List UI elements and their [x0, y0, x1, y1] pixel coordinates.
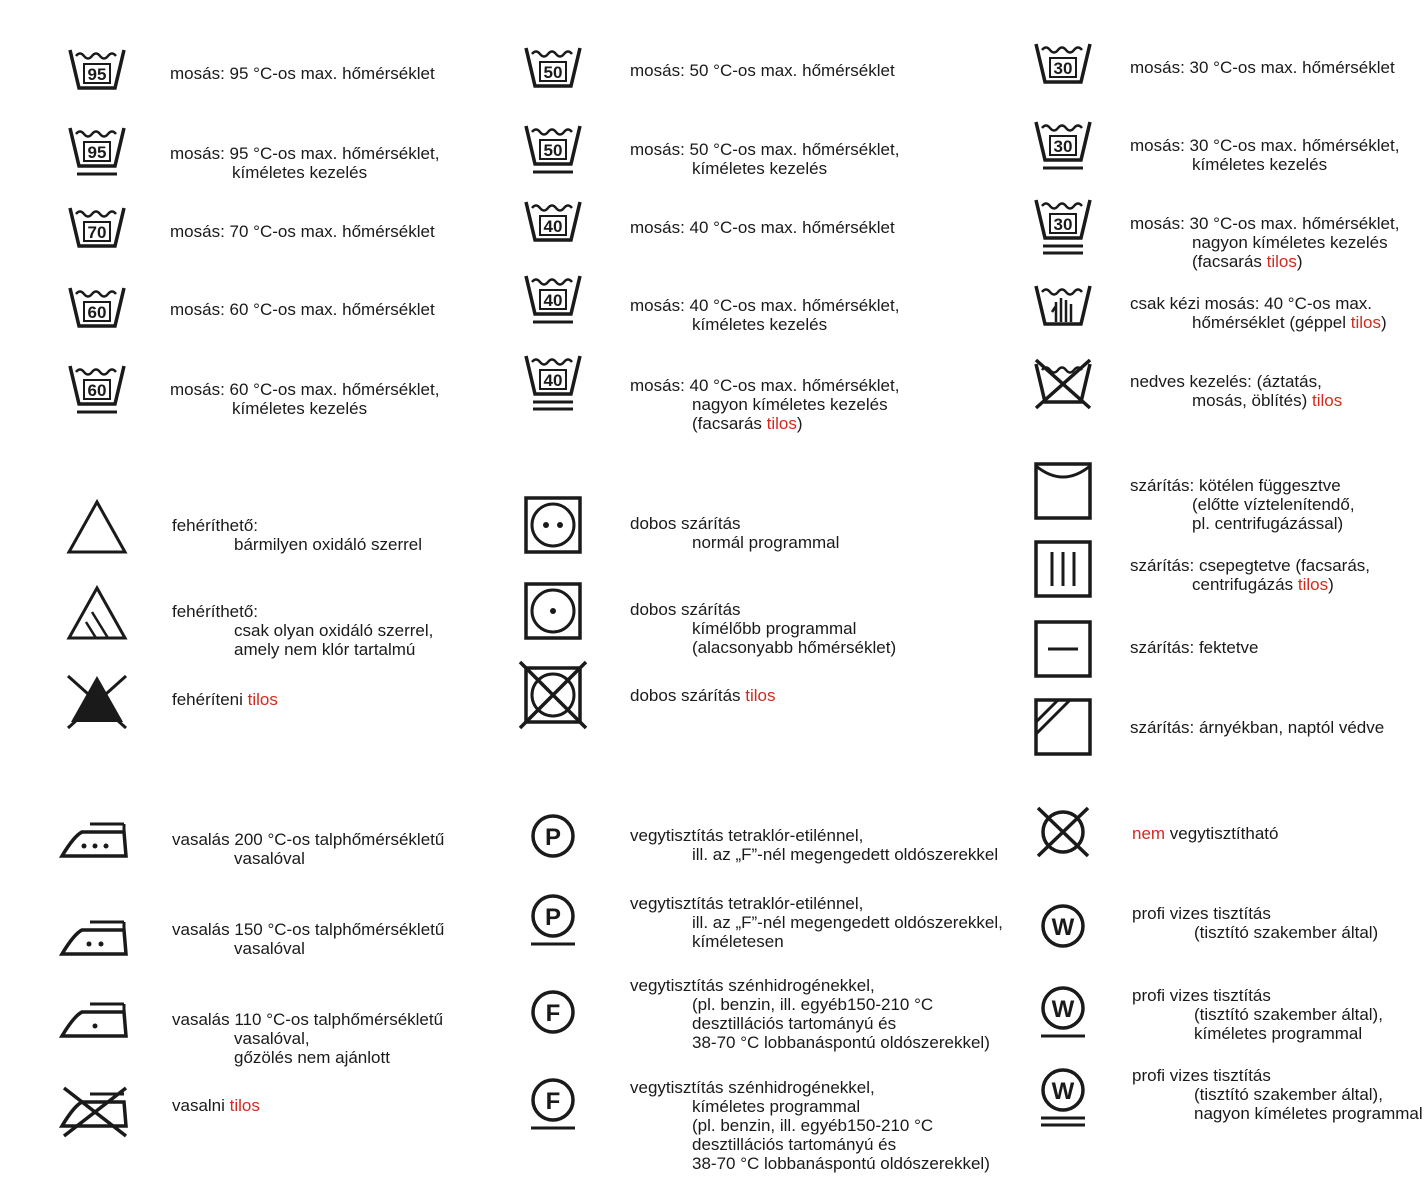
text-segment: (tisztító szakember által) [1194, 923, 1379, 942]
svg-text:F: F [545, 1088, 561, 1115]
description-line [172, 621, 433, 640]
description-line [630, 514, 839, 533]
iron-1-icon [60, 980, 130, 1050]
description-line [630, 61, 895, 80]
description-line [170, 380, 439, 399]
text-segment: dobos szárítás [630, 514, 741, 533]
no-bleach-icon [62, 664, 132, 734]
text-segment: pl. centrifugázással) [1192, 514, 1344, 533]
text-segment: normál programmal [692, 533, 840, 552]
text-segment: profi vizes tisztítás [1132, 1066, 1271, 1085]
text-segment: csak olyan oxidáló szerrel, [234, 621, 434, 640]
text-segment: vegytisztítás tetraklór-etilénnel, [630, 826, 864, 845]
svg-text:F: F [545, 1000, 561, 1027]
no-dryclean-description [1132, 824, 1278, 843]
description-line [630, 932, 1003, 951]
wash-70-bars0-icon [62, 198, 132, 268]
description-line [170, 144, 439, 163]
wash-70-bars0-description [170, 222, 435, 241]
description-line [1130, 391, 1342, 410]
forbidden-word: tilos [1312, 391, 1343, 410]
wash-50-bars1-description [630, 140, 899, 178]
text-segment: mosás: 95 °C-os max. hőmérséklet [170, 64, 435, 83]
dryclean-P-bars1-icon [518, 886, 588, 956]
iron-3-icon [60, 800, 130, 870]
text-segment: bármilyen oxidáló szerrel [234, 535, 423, 554]
text-segment: mosás: 50 °C-os max. hőmérséklet, [630, 140, 900, 159]
flat-dry-description [1130, 638, 1259, 657]
line-dry-icon [1028, 456, 1098, 526]
svg-text:50: 50 [543, 141, 563, 160]
description-line [630, 1135, 990, 1154]
text-segment: (pl. benzin, ill. egyéb150-210 °C [692, 1116, 934, 1135]
text-segment: desztillációs tartományú és [692, 1014, 897, 1033]
hand-wash-description [1130, 294, 1387, 332]
description-line [630, 1116, 990, 1135]
wash-40-bars2-icon [518, 346, 588, 416]
svg-text:W: W [1051, 914, 1075, 941]
text-segment: ) [1381, 313, 1387, 332]
text-segment: ill. az „F”-nél megengedett oldószerekkel [692, 845, 999, 864]
text-segment: nagyon kíméletes kezelés [692, 395, 888, 414]
description-line [172, 1096, 260, 1115]
description-line [1132, 824, 1278, 843]
description-line [630, 845, 998, 864]
text-segment: mosás: 40 °C-os max. hőmérséklet, [630, 296, 900, 315]
description-line [630, 976, 990, 995]
svg-text:95: 95 [87, 143, 107, 162]
no-dryclean-icon [1028, 800, 1098, 870]
description-line [1132, 986, 1383, 1005]
dryclean-F-bars1-description [630, 1078, 990, 1173]
text-segment: kíméletes kezelés [232, 163, 368, 182]
iron-1-description [172, 1010, 443, 1067]
description-line [172, 1010, 443, 1029]
wash-60-bars1-icon [62, 356, 132, 426]
dryclean-P-bars1-description [630, 894, 1003, 951]
text-segment: profi vizes tisztítás [1132, 904, 1271, 923]
text-segment: kíméletes kezelés [692, 315, 828, 334]
bleach-any-icon [62, 494, 132, 564]
dryclean-F-bars0-icon [518, 982, 588, 1052]
text-segment: 38-70 °C lobbanáspontú oldószerekkel) [692, 1033, 990, 1052]
wash-30-bars0-icon [1028, 34, 1098, 104]
wash-60-bars0-icon [62, 278, 132, 348]
bleach-non-chlorine-description [172, 602, 433, 659]
svg-text:W: W [1051, 996, 1075, 1023]
text-segment: kíméletes kezelés [692, 159, 828, 178]
hand-wash-icon [1028, 276, 1098, 346]
text-segment: vegytisztítás tetraklór-etilénnel, [630, 894, 864, 913]
forbidden-word: tilos [766, 414, 797, 433]
svg-text:60: 60 [87, 381, 107, 400]
description-line [1130, 718, 1384, 737]
drip-dry-icon [1028, 534, 1098, 604]
text-segment: ill. az „F”-nél megengedett oldószerekkel, [692, 913, 1003, 932]
description-line [630, 159, 899, 178]
wetclean-W-bars0-icon [1028, 896, 1098, 966]
no-iron-description [172, 1096, 260, 1115]
description-line [630, 1154, 990, 1173]
text-segment: (előtte víztelenítendő, [1192, 495, 1355, 514]
text-segment: mosás: 30 °C-os max. hőmérséklet, [1130, 136, 1400, 155]
wash-30-bars2-icon [1028, 190, 1098, 260]
svg-text:40: 40 [543, 217, 563, 236]
text-segment: vasalni [172, 1096, 230, 1115]
description-line [1130, 476, 1355, 495]
text-segment: vegytisztítható [1165, 824, 1279, 843]
iron-2-description [172, 920, 444, 958]
description-line [630, 296, 899, 315]
description-line [1130, 155, 1399, 174]
dryclean-F-bars1-icon [518, 1070, 588, 1140]
text-segment: kíméletes kezelés [232, 399, 368, 418]
wetclean-W-bars2-description [1132, 1066, 1423, 1123]
description-line [630, 315, 899, 334]
text-segment: ) [1328, 575, 1334, 594]
description-line [1130, 252, 1399, 271]
forbidden-word: tilos [1350, 313, 1381, 332]
dryclean-P-bars0-icon [518, 806, 588, 876]
description-line [630, 414, 899, 433]
wash-95-bars0-icon [62, 40, 132, 110]
text-segment: mosás: 30 °C-os max. hőmérséklet, [1130, 214, 1400, 233]
description-line [630, 395, 899, 414]
svg-text:95: 95 [87, 65, 107, 84]
text-segment: amely nem klór tartalmú [234, 640, 416, 659]
description-line [172, 640, 433, 659]
no-tumble-description [630, 686, 776, 705]
shade-dry-description [1130, 718, 1384, 737]
wash-30-bars2-description [1130, 214, 1399, 271]
description-line [1132, 1085, 1423, 1104]
flat-dry-icon [1028, 614, 1098, 684]
description-line [630, 913, 1003, 932]
description-line [1132, 1104, 1423, 1123]
description-line [1130, 136, 1399, 155]
bleach-non-chlorine-icon [62, 580, 132, 650]
description-line [1132, 923, 1378, 942]
description-line [630, 376, 899, 395]
tumble-normal-description [630, 514, 839, 552]
wash-95-bars1-icon [62, 118, 132, 188]
svg-text:P: P [544, 904, 562, 931]
no-iron-icon [60, 1070, 130, 1140]
description-line [1130, 638, 1259, 657]
svg-text:W: W [1051, 1078, 1075, 1105]
text-segment: vasalás 150 °C-os talphőmérsékletű [172, 920, 445, 939]
text-segment: mosás: 50 °C-os max. hőmérséklet [630, 61, 895, 80]
description-line [1130, 514, 1355, 533]
description-line [630, 686, 776, 705]
svg-text:50: 50 [543, 63, 563, 82]
wash-40-bars1-icon [518, 266, 588, 336]
wash-50-bars0-description [630, 61, 895, 80]
dryclean-P-bars0-description [630, 826, 998, 864]
text-segment: mosás: 60 °C-os max. hőmérséklet [170, 300, 435, 319]
text-segment: mosás: 30 °C-os max. hőmérséklet [1130, 58, 1395, 77]
svg-text:70: 70 [87, 223, 107, 242]
text-segment: (tisztító szakember által), [1194, 1005, 1383, 1024]
no-wet-description [1130, 372, 1342, 410]
description-line [170, 399, 439, 418]
description-line [630, 826, 998, 845]
text-segment: vegytisztítás szénhidrogénekkel, [630, 976, 875, 995]
line-dry-description [1130, 476, 1355, 533]
text-segment: szárítás: fektetve [1130, 638, 1259, 657]
wash-60-bars0-description [170, 300, 435, 319]
text-segment: mosás, öblítés) [1192, 391, 1312, 410]
description-line [172, 535, 422, 554]
wash-50-bars0-icon [518, 38, 588, 108]
text-segment: gőzölés nem ajánlott [234, 1048, 390, 1067]
wash-40-bars0-description [630, 218, 895, 237]
description-line [172, 920, 444, 939]
text-segment: vasalóval, [234, 1029, 310, 1048]
tumble-low-icon [518, 576, 588, 646]
wetclean-W-bars1-icon [1028, 978, 1098, 1048]
text-segment: hőmérséklet (géppel [1192, 313, 1351, 332]
wash-95-bars1-description [170, 144, 439, 182]
wash-40-bars2-description [630, 376, 899, 433]
description-line [1132, 1066, 1423, 1085]
description-line [1130, 294, 1387, 313]
text-segment: (facsarás [692, 414, 767, 433]
description-line [1130, 233, 1399, 252]
text-segment: vasalóval [234, 849, 305, 868]
description-line [1130, 372, 1342, 391]
wash-30-bars1-icon [1028, 112, 1098, 182]
text-segment: desztillációs tartományú és [692, 1135, 897, 1154]
description-line [172, 690, 278, 709]
description-line [172, 1029, 443, 1048]
text-segment: fehéríteni [172, 690, 248, 709]
tumble-normal-icon [518, 490, 588, 560]
description-line [172, 1048, 443, 1067]
text-segment: mosás: 95 °C-os max. hőmérséklet, [170, 144, 440, 163]
description-line [1130, 495, 1355, 514]
text-segment: (pl. benzin, ill. egyéb150-210 °C [692, 995, 934, 1014]
text-segment: centrifugázás [1192, 575, 1298, 594]
description-line [630, 995, 990, 1014]
dryclean-F-bars0-description [630, 976, 990, 1052]
text-segment: ) [1296, 252, 1303, 271]
text-segment: mosás: 40 °C-os max. hőmérséklet, [630, 376, 900, 395]
no-wet-icon [1028, 354, 1098, 424]
description-line [1130, 575, 1370, 594]
text-segment: mosás: 70 °C-os max. hőmérséklet [170, 222, 435, 241]
text-segment: kíméletesen [692, 932, 784, 951]
wash-95-bars0-description [170, 64, 435, 83]
forbidden-word: tilos [1297, 575, 1329, 594]
description-line [630, 218, 895, 237]
text-segment: szárítás: árnyékban, naptól védve [1130, 718, 1385, 737]
description-line [172, 849, 444, 868]
description-line [630, 1097, 990, 1116]
text-segment: nagyon kíméletes programmal [1194, 1104, 1423, 1123]
text-segment: kíméletes programmal [692, 1097, 861, 1116]
svg-text:30: 30 [1053, 215, 1073, 234]
description-line [630, 140, 899, 159]
description-line [1132, 1005, 1383, 1024]
description-line [172, 516, 422, 535]
text-segment: dobos szárítás [630, 686, 746, 705]
svg-text:40: 40 [543, 371, 563, 390]
text-segment: vasalás 110 °C-os talphőmérsékletű [172, 1010, 444, 1029]
iron-3-description [172, 830, 444, 868]
text-segment: vasalóval [234, 939, 305, 958]
svg-text:P: P [544, 824, 562, 851]
svg-text:40: 40 [543, 291, 563, 310]
description-line [630, 638, 896, 657]
wash-30-bars0-description [1130, 58, 1395, 77]
text-segment: vasalás 200 °C-os talphőmérsékletű [172, 830, 445, 849]
forbidden-word: tilos [247, 690, 278, 709]
text-segment: fehéríthető: [172, 602, 259, 621]
forbidden-word: tilos [229, 1096, 260, 1115]
svg-text:30: 30 [1053, 137, 1073, 156]
text-segment: kíméletes programmal [1194, 1024, 1363, 1043]
description-line [1130, 214, 1399, 233]
description-line [1130, 313, 1387, 332]
wetclean-W-bars0-description [1132, 904, 1378, 942]
description-line [172, 830, 444, 849]
text-segment: vegytisztítás szénhidrogénekkel, [630, 1078, 875, 1097]
description-line [170, 163, 439, 182]
description-line [630, 619, 896, 638]
description-line [630, 533, 839, 552]
wash-50-bars1-icon [518, 116, 588, 186]
text-segment: 38-70 °C lobbanáspontú oldószerekkel) [692, 1154, 990, 1173]
text-segment: fehéríthető: [172, 516, 259, 535]
forbidden-word: nem [1132, 824, 1166, 843]
text-segment: ) [796, 414, 803, 433]
text-segment: (facsarás [1192, 252, 1267, 271]
text-segment: csak kézi mosás: 40 °C-os max. [1130, 294, 1373, 313]
text-segment: szárítás: csepegtetve (facsarás, [1130, 556, 1370, 575]
wetclean-W-bars1-description [1132, 986, 1383, 1043]
svg-text:30: 30 [1053, 59, 1073, 78]
bleach-any-description [172, 516, 422, 554]
description-line [170, 64, 435, 83]
shade-dry-icon [1028, 692, 1098, 762]
description-line [630, 1078, 990, 1097]
drip-dry-description [1130, 556, 1370, 594]
tumble-low-description [630, 600, 896, 657]
text-segment: mosás: 60 °C-os max. hőmérséklet, [170, 380, 440, 399]
text-segment: szárítás: kötélen függesztve [1130, 476, 1341, 495]
no-bleach-description [172, 690, 278, 709]
text-segment: nedves kezelés: (áztatás, [1130, 372, 1322, 391]
description-line [1130, 556, 1370, 575]
text-segment: kíméletes kezelés [1192, 155, 1328, 174]
description-line [630, 894, 1003, 913]
description-line [170, 300, 435, 319]
text-segment: mosás: 40 °C-os max. hőmérséklet [630, 218, 895, 237]
description-line [630, 1033, 990, 1052]
description-line [1132, 904, 1378, 923]
text-segment: (alacsonyabb hőmérséklet) [692, 638, 897, 657]
wash-60-bars1-description [170, 380, 439, 418]
wetclean-W-bars2-icon [1028, 1060, 1098, 1130]
forbidden-word: tilos [745, 686, 776, 705]
description-line [630, 1014, 990, 1033]
wash-40-bars1-description [630, 296, 899, 334]
text-segment: profi vizes tisztítás [1132, 986, 1271, 1005]
text-segment: kímélőbb programmal [692, 619, 857, 638]
description-line [1130, 58, 1395, 77]
description-line [172, 602, 433, 621]
text-segment: (tisztító szakember által), [1194, 1085, 1383, 1104]
description-line [630, 600, 896, 619]
svg-text:60: 60 [87, 303, 107, 322]
description-line [1132, 1024, 1383, 1043]
description-line [170, 222, 435, 241]
text-segment: nagyon kíméletes kezelés [1192, 233, 1388, 252]
no-tumble-icon [518, 660, 588, 730]
description-line [172, 939, 444, 958]
wash-30-bars1-description [1130, 136, 1399, 174]
iron-2-icon [60, 898, 130, 968]
wash-40-bars0-icon [518, 192, 588, 262]
forbidden-word: tilos [1266, 252, 1297, 271]
text-segment: dobos szárítás [630, 600, 741, 619]
